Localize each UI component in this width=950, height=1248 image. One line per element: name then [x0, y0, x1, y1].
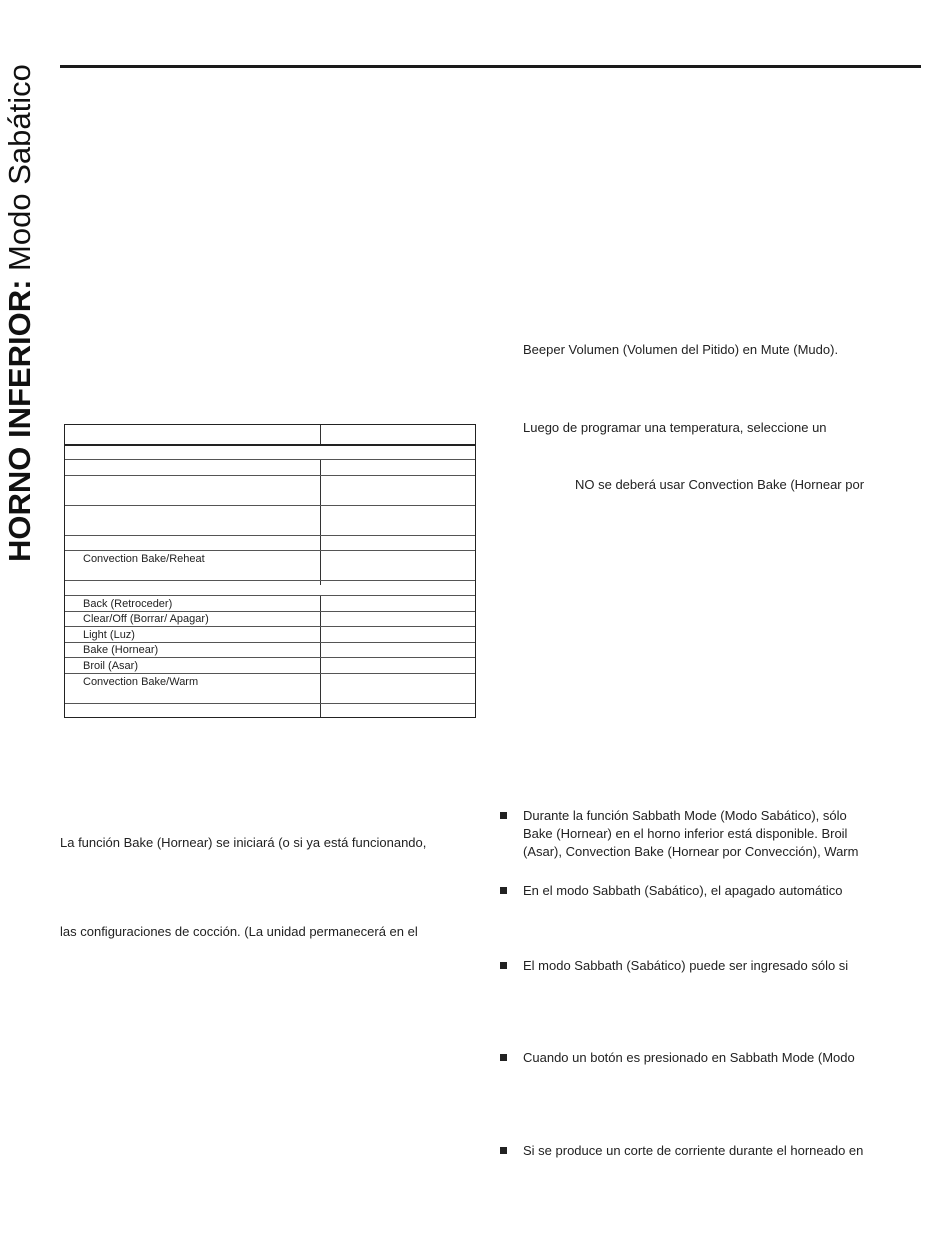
table-rule: [65, 459, 475, 460]
table-rule: [65, 535, 475, 536]
table-cell: Light (Luz): [83, 629, 135, 641]
table-cell: Clear/Off (Borrar/ Apagar): [83, 613, 209, 625]
table-cell: Broil (Asar): [83, 660, 139, 672]
page-section-title: [2, 22, 38, 562]
table-rule: [65, 580, 475, 581]
section-title-light: Modo Sabático: [2, 64, 37, 280]
bullet-item: [500, 1142, 930, 1160]
table-rule: [65, 505, 475, 506]
table-cell: Convection Bake/Reheat: [83, 553, 205, 565]
header-rule: [60, 65, 921, 68]
table-col-divider: [320, 425, 321, 445]
button-function-table: [64, 424, 476, 718]
section-title-bold: HORNO INFERIOR:: [2, 279, 37, 562]
bullet-square-icon: [500, 887, 507, 894]
bullet-item: [500, 807, 930, 861]
table-col-divider: [320, 460, 321, 585]
bullet-square-icon: [500, 812, 507, 819]
table-col-divider: [320, 595, 321, 717]
table-rule: [65, 595, 475, 596]
table-header-rule: [65, 444, 475, 446]
bullet-line: Cuando un botón es presionado en Sabbath Mode (Modo: [523, 1050, 855, 1065]
bullet-line: Bake (Hornear) en el horno inferior está disponible. Broil: [523, 826, 848, 841]
bullet-line: En el modo Sabbath (Sabático), el apagado automático: [523, 883, 843, 898]
bullet-square-icon: [500, 1147, 507, 1154]
bullet-item: [500, 882, 930, 900]
bullet-line: (Asar), Convection Bake (Hornear por Convección), Warm: [523, 844, 859, 859]
table-rule: [65, 673, 475, 674]
table-rule: [65, 657, 475, 658]
table-cell: Bake (Hornear): [83, 644, 159, 656]
bullet-item: [500, 1049, 930, 1067]
bullet-square-icon: [500, 1054, 507, 1061]
right-paragraph-2: Luego de programar una temperatura, seleccione un: [523, 420, 827, 435]
bullet-line: Si se produce un corte de corriente durante el horneado en: [523, 1143, 864, 1158]
table-cell: Back (Retroceder): [83, 598, 173, 610]
table-rule: [65, 626, 475, 627]
table-rule: [65, 703, 475, 704]
bullet-square-icon: [500, 962, 507, 969]
left-paragraph-2: las configuraciones de cocción. (La unidad permanecerá en el: [60, 924, 418, 939]
table-rule: [65, 475, 475, 476]
left-paragraph-1: La función Bake (Hornear) se iniciará (o si ya está funcionando,: [60, 835, 427, 850]
bullet-line: El modo Sabbath (Sabático) puede ser ingresado sólo si: [523, 958, 849, 973]
right-paragraph-3: NO se deberá usar Convection Bake (Hornear por: [575, 477, 865, 492]
table-cell: Convection Bake/Warm: [83, 676, 199, 688]
bullet-line: Durante la función Sabbath Mode (Modo Sabático), sólo: [523, 808, 847, 823]
bullet-item: [500, 957, 930, 975]
right-paragraph-1: Beeper Volumen (Volumen del Pitido) en Mute (Mudo).: [523, 342, 839, 357]
table-rule: [65, 550, 475, 551]
